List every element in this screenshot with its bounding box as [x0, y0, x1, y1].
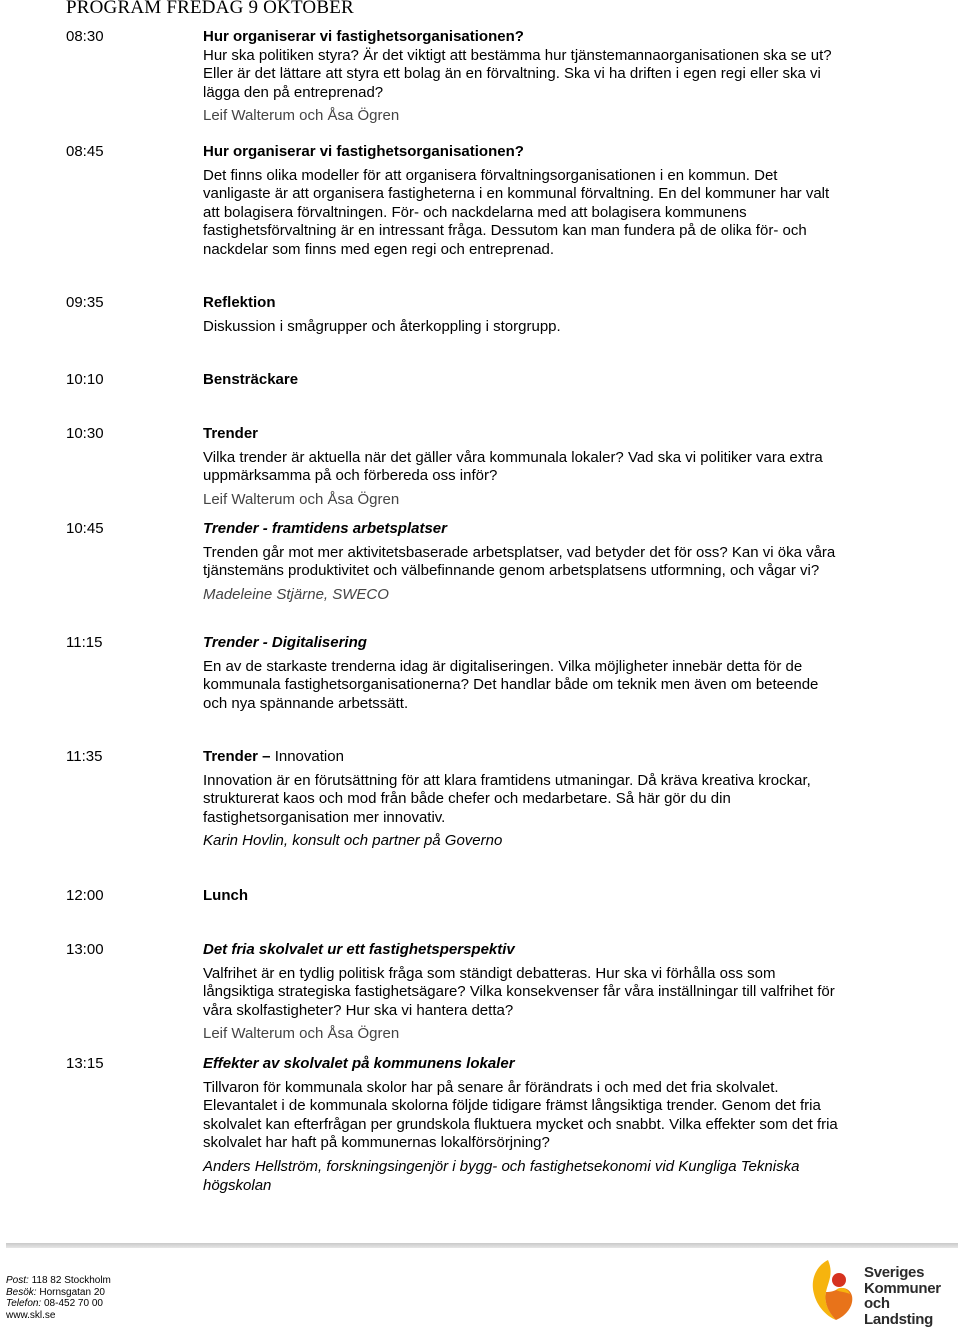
agenda-description: Valfrihet är en tydlig politisk fråga som ständigt debatteras. Hur ska vi förhålla oss som långsiktiga strategiska fastighetsägare? Vilka konsekvenser får våra inställningar till valfrihet för våra skolfastigheter? Hur ska vi hantera detta? — [203, 964, 835, 1019]
agenda-time: 09:35 — [66, 294, 104, 311]
agenda-title: Reflektion — [203, 294, 276, 311]
footer-post-value: 118 82 Stockholm — [28, 1275, 111, 1286]
agenda-time: 10:30 — [66, 425, 104, 442]
logo-line-3: och Landsting — [864, 1295, 933, 1328]
agenda-time: 08:30 — [66, 28, 104, 45]
logo-line-2: Kommuner — [864, 1279, 941, 1297]
footer-post-label: Post: — [6, 1275, 29, 1286]
footer-phone-label: Telefon: — [6, 1298, 42, 1309]
footer-visit-value: Hornsgatan 20 — [36, 1286, 105, 1298]
page-title: PROGRAM FREDAG 9 OKTOBER — [66, 0, 354, 18]
agenda-speaker: Leif Walterum och Åsa Ögren — [203, 1025, 400, 1043]
agenda-time: 11:15 — [66, 634, 103, 651]
agenda-title-bold: Trender – — [203, 748, 271, 765]
agenda-description: Innovation är en förutsättning för att klara framtidens utmaningar. Då kräva kreativa krockar, strukturerat kaos och mod från både chefer och medarbetare. Så här gör du din fastighetsorganisation mer innovativ. — [203, 771, 811, 826]
footer-contact — [6, 1275, 111, 1321]
agenda-item-1200 — [66, 887, 886, 906]
agenda-description: Tillvaron för kommunala skolor har på senare år förändrats i och med det fria skolvalet. Elevantalet i de kommunala skolorna följde tidigare främst långsiktiga trender. Genom det fria skolvalet kan efterfrågan per grundskola fluktuera mycket och snabbt. Vilka effekter som det fria skolvalet har haft på kommunernas lokalförsörjning? — [203, 1078, 838, 1152]
agenda-speaker: Madeleine Stjärne, SWECO — [203, 585, 389, 603]
agenda-time: 10:45 — [66, 520, 104, 537]
agenda-description: Diskussion i smågrupper och återkoppling i storgrupp. — [203, 317, 561, 335]
agenda-title: Trender - Digitalisering — [203, 634, 367, 651]
footer-visit — [6, 1287, 111, 1299]
footer-visit-label: Besök: — [6, 1286, 37, 1298]
agenda-item-1045 — [66, 520, 886, 604]
agenda-item-1030 — [66, 425, 886, 509]
agenda-item-1315 — [66, 1055, 886, 1195]
agenda-speaker: Karin Hovlin, konsult och partner på Governo — [203, 832, 503, 850]
agenda-item-0935 — [66, 294, 886, 336]
agenda-time: 13:00 — [66, 941, 104, 958]
footer-post — [6, 1275, 111, 1287]
agenda-speaker: Leif Walterum och Åsa Ögren — [203, 490, 400, 508]
skl-wordmark — [864, 1265, 958, 1327]
agenda-item-1115 — [66, 634, 886, 713]
agenda-title — [203, 748, 843, 767]
agenda-title: Trender — [203, 425, 259, 442]
agenda-title: Effekter av skolvalet på kommunens lokaler — [203, 1055, 515, 1072]
agenda-item-1300 — [66, 941, 886, 1044]
footer-phone-value: 08-452 70 00 — [41, 1298, 103, 1309]
agenda-title: Bensträckare — [203, 371, 299, 388]
agenda-title-rest: Innovation — [270, 748, 344, 765]
agenda-description: Trenden går mot mer aktivitetsbaserade arbetsplatser, vad betyder det för oss? Kan vi öka våra tjänstemäns produktivitet och välbefinnande genom arbetsplatsens utformning, och vågar vi? — [203, 543, 836, 580]
agenda-speaker: Anders Hellström, forskningsingenjör i bygg- och fastighetsekonomi vid Kungliga Tekniska högskolan — [203, 1157, 800, 1194]
skl-logo — [806, 1256, 958, 1328]
footer-divider — [6, 1243, 958, 1248]
logo-line-1: Sveriges — [864, 1264, 925, 1281]
agenda-title: Hur organiserar vi fastighetsorganisationen? — [203, 143, 524, 160]
agenda-description: Det finns olika modeller för att organisera förvaltningsorganisationen i en kommun. Det vanligaste är att organisera fastigheterna i en kommunal förvaltning. En del kommuner har valt att bolagisera förvaltningen. För- och nackdelarna med att bolagisera kommunens fastighetsförvaltning är en intressant fråga. Dessutom kan man fundera på de olika för- och nackdelar som finns med egen regi och entreprenad. — [203, 166, 830, 258]
agenda-description: En av de starkaste trenderna idag är digitaliseringen. Vilka möjligheter innebär detta för de kommunala fastighetsorganisationerna? Det handlar både om teknik men även om beteende och nya spännande arbetssätt. — [203, 657, 819, 712]
agenda-item-1135 — [66, 748, 886, 851]
agenda-description: Vilka trender är aktuella när det gäller våra kommunala lokaler? Vad ska vi politiker vara extra uppmärksamma på och förbereda oss inför? — [203, 448, 823, 485]
agenda-item-1010 — [66, 371, 886, 390]
agenda-time: 12:00 — [66, 887, 104, 904]
agenda-title: Det fria skolvalet ur ett fastighetsperspektiv — [203, 941, 515, 958]
agenda-time: 13:15 — [66, 1055, 104, 1072]
agenda-title: Hur organiserar vi fastighetsorganisationen? — [203, 28, 524, 45]
agenda-time: 11:35 — [66, 748, 103, 765]
agenda-title: Lunch — [203, 887, 248, 904]
footer-phone — [6, 1298, 111, 1310]
agenda-item-0830 — [66, 28, 886, 126]
skl-flame-logo-icon — [806, 1256, 862, 1322]
agenda-time: 08:45 — [66, 143, 104, 160]
agenda-description: Hur ska politiken styra? Är det viktigt att bestämma hur tjänstemannaorganisationen ska se ut? Eller är det lättare att styra ett bolag än en förvaltning. Ska vi ha driften i egen regi eller ska vi lägga den på entreprenad? — [203, 46, 832, 101]
agenda-time: 10:10 — [66, 371, 104, 388]
agenda-speaker: Leif Walterum och Åsa Ögren — [203, 107, 400, 125]
agenda-title: Trender - framtidens arbetsplatser — [203, 520, 447, 537]
agenda-item-0845 — [66, 143, 886, 260]
footer-web-link[interactable]: www.skl.se — [6, 1309, 56, 1321]
